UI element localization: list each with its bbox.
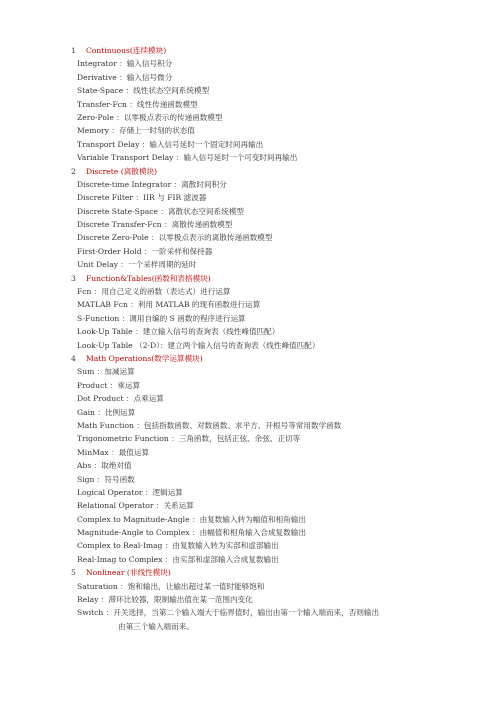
list-item: Gain ：比例运算 <box>77 407 136 417</box>
list-item: Dot Product ：点乘运算 <box>77 394 164 404</box>
list-item: Trigonometric Function ：三角函数，包括正弦、余弦、正切等 <box>77 434 301 444</box>
list-item: Transport Delay ：输入信号延时一个固定时间再输出 <box>77 139 264 149</box>
list-item: Discrete-time Integrator ：离散时间积分 <box>77 179 227 189</box>
list-item: Logical Operator ：逻辑运算 <box>77 487 183 497</box>
list-item: Transfer-Fcn ：线性传递函数模型 <box>77 99 198 109</box>
section-number: 2 <box>71 166 76 176</box>
list-item: Derivative ：输入信号微分 <box>77 72 173 82</box>
list-item: Abs ：取绝对值 <box>77 461 132 471</box>
list-item: Discrete Filter ：IIR 与 FIR 滤波器 <box>77 193 207 203</box>
list-item: Sum ：加减运算 <box>77 367 135 377</box>
section-title: Continuous(连续模块) <box>86 46 167 55</box>
section-number: 1 <box>71 46 76 55</box>
list-item: Switch ：开关选择，当第二个输入端大于临界值时，输出由第一个输入端而来，否则输出 <box>77 608 380 618</box>
list-item: Look-Up Table （2-D）：建立两个输入信号的查询表（线性峰值匹配） <box>77 340 320 350</box>
section-heading <box>0 272 496 285</box>
list-item: State-Space ：线性状态空间系统模型 <box>77 86 210 96</box>
list-item: Memory ：存储上一时刻的状态值 <box>77 126 195 136</box>
list-item: Relational Operator ：关系运算 <box>77 501 194 511</box>
list-item: Fcn ：用自己定义的函数（表达式）进行运算 <box>77 287 231 297</box>
section-title: Function&Tables(函数和表格模块) <box>86 273 211 283</box>
list-item: Complex to Magnitude-Angle ：由复数输入转为幅值和相角输出 <box>77 514 306 524</box>
list-item: MATLAB Fcn ：利用 MATLAB 的现有函数进行运算 <box>77 300 261 310</box>
list-item: Variable Transport Delay ：输入信号延时一个可变时间再输出 <box>77 153 298 163</box>
list-item: Relay ：滞环比较器，限制输出值在某一范围内变化 <box>77 595 253 605</box>
list-item: Discrete State-Space ：离散状态空间系统模型 <box>77 206 244 216</box>
section-title: Nonlinear (非线性模块) <box>86 568 171 578</box>
section-number: 3 <box>71 273 76 283</box>
list-item: Math Function ：包括指数函数、对数函数、求平方、开根号等常用数学函数 <box>77 420 342 430</box>
list-item: MinMax ：最值运算 <box>77 447 150 457</box>
list-item: Magnitude-Angle to Complex ：由幅值和相角输入合成复数输出 <box>77 528 306 538</box>
section-number: 4 <box>71 353 76 363</box>
list-item: Sign ：符号函数 <box>77 474 135 484</box>
list-item: Saturation ：饱和输出，让输出超过某一值时能够饱和 <box>77 581 265 591</box>
block-list <box>0 44 496 633</box>
section-heading <box>0 165 496 178</box>
section-heading <box>0 44 496 57</box>
section-title: Discrete (离散模块) <box>86 166 158 176</box>
section-heading <box>0 352 496 365</box>
list-item: S-Function ：调用自编的 S 函数的程序进行运算 <box>77 313 246 323</box>
list-item: Unit Delay ：一个采样周期的延时 <box>77 260 197 270</box>
section-title: Math Operations(数学运算模块) <box>86 353 203 363</box>
list-item: Complex to Real-Imag ：由复数输入转为实部和虚部输出 <box>77 541 279 551</box>
section-heading <box>0 566 496 579</box>
list-item-continuation: 由第三个输入端而来。 <box>118 621 194 631</box>
list-item: Discrete Zero-Pole ：以零极点表示的离散传递函数模型 <box>77 233 273 243</box>
list-item: First-Order Hold ：一阶采样和保持器 <box>77 246 213 256</box>
list-item: Integrator ：输入信号积分 <box>77 59 173 69</box>
section-number: 5 <box>71 568 76 578</box>
list-item: Product ：乘运算 <box>77 380 141 390</box>
list-item: Zero-Pole ：以零极点表示的传递函数模型 <box>77 112 223 122</box>
list-item: Discrete Transfer-Fcn ：离散传递函数模型 <box>77 220 233 230</box>
list-item: Real-Imag to Complex ：由实部和虚部输入合成复数输出 <box>77 554 279 564</box>
list-item: Look-Up Table ：建立输入信号的查询表（线性峰值匹配） <box>77 327 280 337</box>
